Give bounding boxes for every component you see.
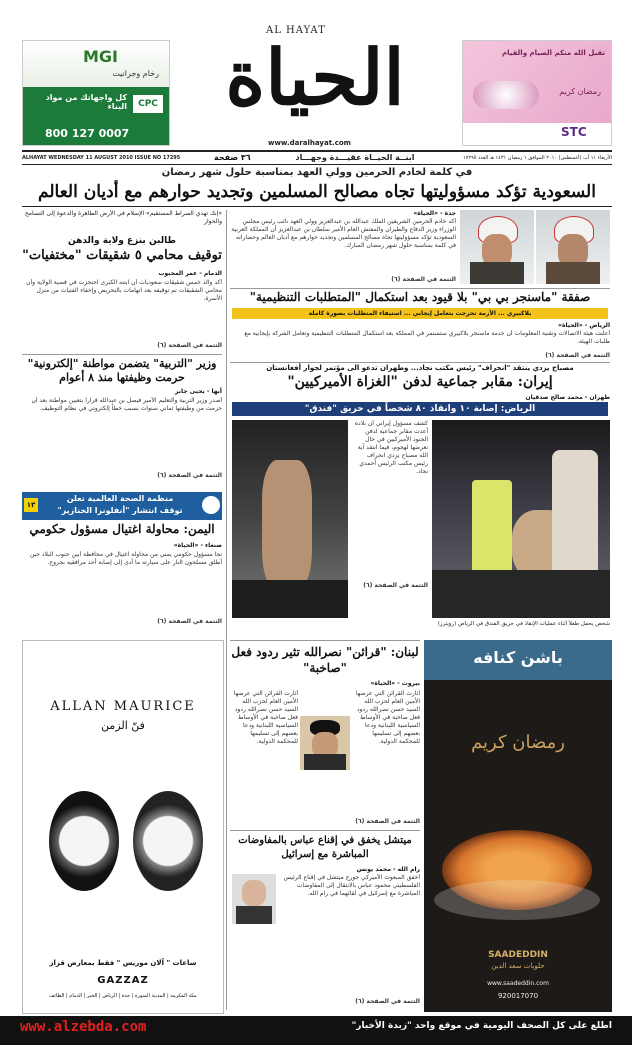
lead-more: التتمة في الصفحة (٦) xyxy=(391,276,456,283)
kunafa-title: باشن كنافه xyxy=(473,648,563,667)
lebanon-headline: لبنان: "قرائن" نصرالله تثير ردود فعل "صاخبة" xyxy=(231,645,419,675)
sweet-ramadan: رمضان كريم xyxy=(471,732,565,753)
footer-text: اطلع على كل الصحف اليومية في موقع واحد "زبدة الأخبار" xyxy=(351,1021,612,1031)
story1-more: التتمة في الصفحة (٦) xyxy=(157,342,222,349)
date-ar: الأربعاء ١١ آب (أغسطس) ٢٠١٠ الموافق ١ رمضان ١٤٣١ هـ العدد ١٧٢٩٥ xyxy=(462,155,612,161)
story1-headline: توقيف محامي ٥ شقيقات "مختفيات" xyxy=(22,248,222,263)
photo-king xyxy=(536,210,610,284)
lebanon-body-2: أثارت القرائن التي عرضها الأمين العام لحزب الله السيد حسن نصرالله ردود فعل صاخبة في الأوساط السياسية اللبنانية ودعا بعضهم إلى تسليمها للمحكمة الدولية. xyxy=(233,690,298,745)
fire-photo-2 xyxy=(232,420,348,618)
iran-body: كشف مسؤول إيراني أن بلاده أعدت مقابر جماعية لدفن الجنود الأميركيين في حال تعرضها لهجوم، فيما انتقد آية الله مصباح يزدي انحراف رئيس مكتب الرئيس أحمدي نجاد. xyxy=(354,420,428,475)
date-en: ALHAYAT WEDNESDAY 11 AUGUST 2010 ISSUE NO 17295 xyxy=(22,155,181,161)
story2-dateline: أبها - يحيى جابر xyxy=(175,388,222,395)
masthead-en: AL HAYAT xyxy=(266,25,326,36)
ad-mgi[interactable] xyxy=(22,40,170,146)
iran-dateline: طهران - محمد صالح صدقيان xyxy=(525,394,610,401)
bb-headline: صفقة "ماسنجر بي بي" بلا قيود بعد استكمال "المتطلبات التنظيمية" xyxy=(249,290,591,304)
who-logo-icon xyxy=(202,496,220,514)
iran-headline: إيران: مقابر جماعية لدفن "الغزاة الأميركيين" xyxy=(287,374,553,390)
fire-caption: شخص يحمل طفلاً أثناء عمليات الإنقاذ في حريق الفندق في الرياض (رويترز) xyxy=(437,621,610,627)
allan-footer: مكة المكرمة | المدينة المنورة | جدة | الرياض | الخبر | الدمام | الطائف xyxy=(49,993,197,999)
mgi-phone: 800 127 0007 xyxy=(45,127,130,140)
left-intro: «إنك تهدي الصراط المستقيم» الإسلام في الأرض الطاهرة والدعوة إلى التسامح والحوار xyxy=(24,210,222,225)
abbas-headline: ميتشل يخفق في إقناع عباس بالمفاوضات المباشرة مع إسرائيل xyxy=(238,835,412,860)
ad-stc[interactable] xyxy=(462,40,612,146)
saadeddin-ar: حلويات سعد الدين xyxy=(491,962,545,970)
story3-kicker: منظمة الصحة العالمية تعلن xyxy=(66,494,174,503)
lebanon-body: أثارت القرائن التي عرضها الأمين العام لحزب الله السيد حسن نصرالله ردود فعل صاخبة في الأوساط السياسية اللبنانية ودعا بعضهم إلى تسليمها للمحكمة الدولية. xyxy=(355,690,420,745)
saadeddin-web: www.saadeddin.com xyxy=(487,980,549,987)
masthead-title: الحياة xyxy=(225,33,405,122)
story2-headline: وزير "التربية" يتضمن مواطنة "إلكترونية" حرمت وظيفتها منذ ٨ أعوام xyxy=(27,357,217,384)
fire-headline: الرياض: إصابة ١٠ وانقاذ ٨٠ شخصاً في حريق "فندق" xyxy=(304,404,536,414)
saadeddin-logo: SAADEDDIN xyxy=(488,950,548,960)
gazzaz-logo: GAZZAZ xyxy=(97,975,149,986)
story2-body: أصدر وزير التربية والتعليم الأمير فيصل بن عبدالله قراراً بتعيين مواطنة بعد أن حرمت من وظيفتها ثماني سنوات بسبب خطأ إلكتروني في نظام التوظيف. xyxy=(31,397,222,412)
story4-more: التتمة في الصفحة (٦) xyxy=(157,618,222,625)
mgi-logo: MGI xyxy=(83,47,119,66)
story3-headline: توقف انتشار "أنفلونزا الخنازير" xyxy=(57,506,183,515)
page-count: ٣٦ صفحة xyxy=(214,153,251,162)
masthead-slogan: ابنــة الحيــاة عقيـــدة وجهـــاد xyxy=(295,153,415,162)
mgi-tagline: رخام وجرانيت xyxy=(112,69,159,78)
mgi-subtitle: كل واجهاتك من مواد البناء xyxy=(45,93,127,111)
footer-url[interactable]: www.alzebda.com xyxy=(20,1019,147,1035)
story1-body: أكد والد خمس شقيقات سعوديات أن ابنته الكبرى احتجزت في قضية الولاية وأن محامي الشقيقات تم توقيفه بعد اتهامات بالتحريض وإخفاء الفتيات من منزل الأسرة. xyxy=(26,279,222,302)
lebanon-more: التتمة في الصفحة (٦) xyxy=(355,818,420,825)
watch-right-icon xyxy=(133,791,203,891)
abbas-dateline: رام الله - محمد يونس xyxy=(356,866,420,873)
stc-greeting: تقبل الله منكم الصيام والقيام xyxy=(502,49,605,57)
story4-dateline: صنعاء - «الحياة» xyxy=(173,542,222,549)
ad-saadeddin[interactable] xyxy=(424,640,612,1012)
watch-left-icon xyxy=(49,791,119,891)
fire-photo xyxy=(432,420,610,618)
story4-headline: اليمن: محاولة اغتيال مسؤول حكومي xyxy=(29,522,215,536)
bb-more: التتمة في الصفحة (٦) xyxy=(545,352,610,359)
nasrallah-photo xyxy=(300,716,350,770)
abbas-body: أخفق المبعوث الأميركي جورج ميتشل في إقناع الرئيس الفلسطيني محمود عباس بالانتقال إلى المفاوضات المباشرة مع إسرائيل في لقائهما في رام الله. xyxy=(283,874,420,897)
allan-brand: ALLAN MAURICE xyxy=(50,699,196,714)
iran-more: التتمة في الصفحة (٦) xyxy=(363,582,428,589)
story2-more: التتمة في الصفحة (٦) xyxy=(157,472,222,479)
allan-tagline: فنّ الزمن xyxy=(101,719,145,732)
ad-allan-maurice[interactable] xyxy=(22,640,224,1014)
stc-logo: STC xyxy=(561,125,587,139)
bb-subhead: بلاكبيري ... الأزمة تحرجت بتعامل إيجابي ... استيفاء المتطلبات بصورة كاملة xyxy=(232,308,608,319)
bb-body: أعلنت هيئة الاتصالات وتقنية المعلومات أن خدمة ماسنجر بلاكبيري ستستمر في المملكة بعد استكمال المتطلبات التنظيمية وتعامل الشركة بإيجابية مع طلبات الهيئة. xyxy=(244,330,610,345)
lebanon-dateline: بيروت - «الحياة» xyxy=(370,680,420,687)
mitchell-photo xyxy=(232,874,276,924)
cpc-logo: CPC xyxy=(133,95,163,113)
saadeddin-phone: 920017070 xyxy=(497,992,539,1000)
story4-body: نجا مسؤول حكومي يمني من محاولة اغتيال في محافظة أبين جنوب البلاد حين أطلق مسلحون النار على سيارته ما أدى إلى إصابة أحد مرافقيه بجروح. xyxy=(29,551,222,566)
lead-dateline: جدة - «الحياة» xyxy=(413,210,456,217)
story1-dateline: الدمام - عمر المحبوب xyxy=(158,270,222,277)
bb-dateline: الرياض - «الحياة» xyxy=(558,322,610,329)
allan-caption: ساعات " آلان موريس " فقط بمعارض قزاز xyxy=(49,959,197,967)
story1-kicker: طالبن بنزع ولاية والدهن xyxy=(68,236,176,246)
abbas-more: التتمة في الصفحة (٦) xyxy=(355,998,420,1005)
lead-body: أكد خادم الحرمين الشريفين الملك عبدالله بن عبدالعزيز وولي العهد نائب رئيس مجلس الوزراء وزير الدفاع والطيران والمفتش العام الأمير سلطان بن عبدالعزيز أن المملكة العربية السعودية تؤكد مسؤوليتها تجاه مصالح المسلمين وتجديد حوارهم مع أديان العالم وحضاراته في كلمة بمناسبة حلول شهر رمضان المبارك. xyxy=(231,218,456,249)
story3-badge: ١٣ xyxy=(24,498,38,512)
stc-ramadan: رمضان كريم xyxy=(559,87,601,96)
photo-crown-prince xyxy=(460,210,534,284)
website: www.daralhayat.com xyxy=(268,139,351,147)
lead-headline: السعودية تؤكد مسؤوليتها تجاه مصالح المسلمين وتجديد حوارهم مع أديان العالم xyxy=(38,182,596,202)
lead-kicker: في كلمة لخادم الحرمين وولي العهد بمناسبة حلول شهر رمضان xyxy=(161,167,473,178)
iran-kicker: مصباح يزدي ينتقد "انحراف" رئيس مكتب نجاد... وطهران تدعو الى مؤتمر لجوار أفغانستان xyxy=(266,364,574,372)
